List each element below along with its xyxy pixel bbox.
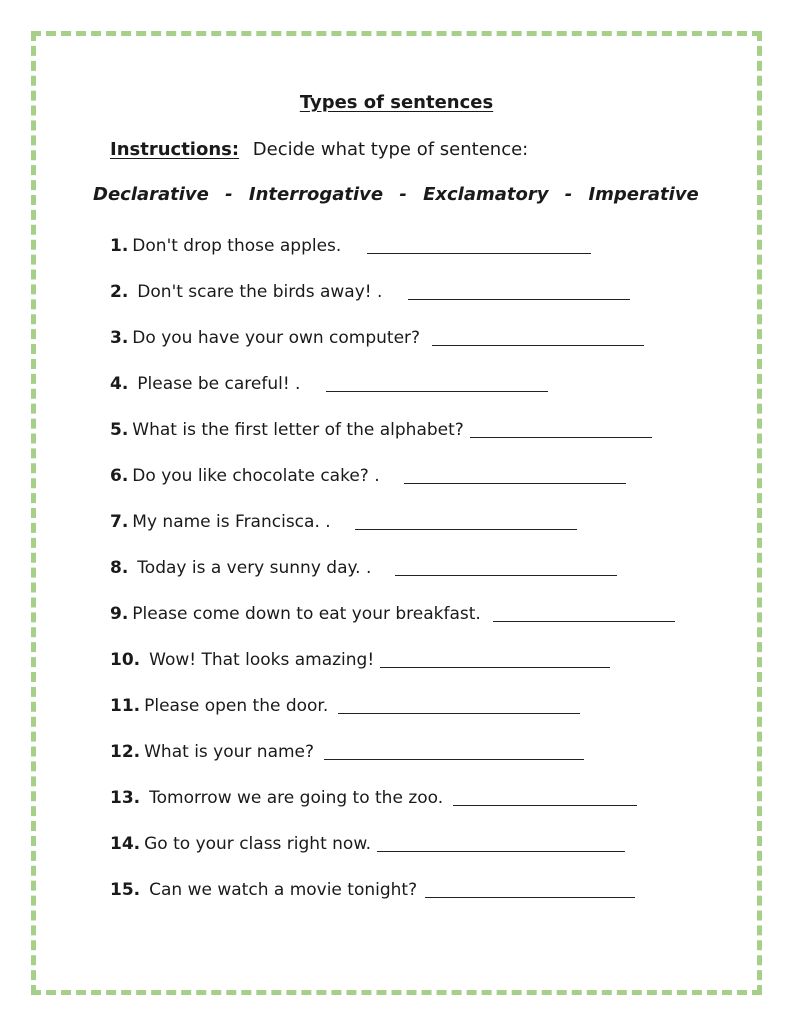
instructions-text: Decide what type of sentence:	[252, 139, 529, 160]
question-3	[110, 322, 644, 348]
question-2	[110, 276, 630, 302]
question-number: 15.	[110, 880, 141, 900]
question-number: 7.	[110, 512, 129, 532]
instructions	[110, 139, 528, 160]
question-5	[110, 414, 652, 440]
question-number: 9.	[110, 604, 129, 624]
question-text: Tomorrow we are going to the zoo.	[149, 788, 444, 808]
answer-blank[interactable]	[380, 649, 610, 668]
type-interrogative: Interrogative	[248, 184, 384, 205]
answer-blank[interactable]	[425, 879, 635, 898]
question-text: Can we watch a movie tonight?	[149, 880, 418, 900]
answer-blank[interactable]	[470, 419, 652, 438]
question-text: Please open the door.	[144, 696, 329, 716]
question-number: 13.	[110, 788, 141, 808]
question-text: What is your name?	[144, 742, 315, 762]
question-text: Do you have your own computer?	[132, 328, 421, 348]
question-10	[110, 644, 610, 670]
question-number: 10.	[110, 650, 141, 670]
question-6	[110, 460, 626, 486]
question-7	[110, 506, 577, 532]
answer-blank[interactable]	[408, 281, 630, 300]
question-11	[110, 690, 580, 716]
type-imperative: Imperative	[588, 184, 699, 205]
question-text: My name is Francisca. .	[132, 512, 331, 532]
answer-blank[interactable]	[432, 327, 644, 346]
question-number: 4.	[110, 374, 129, 394]
question-13	[110, 782, 637, 808]
question-text: Wow! That looks amazing!	[149, 650, 375, 670]
type-exclamatory: Exclamatory	[423, 184, 549, 205]
question-number: 8.	[110, 558, 129, 578]
question-text: Go to your class right now.	[144, 834, 372, 854]
answer-blank[interactable]	[338, 695, 580, 714]
instructions-label: Instructions:	[110, 139, 240, 160]
answer-blank[interactable]	[326, 373, 548, 392]
question-number: 6.	[110, 466, 129, 486]
answer-blank[interactable]	[324, 741, 584, 760]
question-number: 1.	[110, 236, 129, 256]
type-separator: -	[399, 184, 407, 205]
answer-blank[interactable]	[404, 465, 626, 484]
sentence-types	[93, 184, 699, 205]
answer-blank[interactable]	[453, 787, 637, 806]
answer-blank[interactable]	[355, 511, 577, 530]
type-separator: -	[564, 184, 573, 205]
question-12	[110, 736, 584, 762]
question-15	[110, 874, 635, 900]
type-declarative: Declarative	[93, 184, 209, 205]
answer-blank[interactable]	[367, 235, 591, 254]
question-number: 12.	[110, 742, 141, 762]
question-text: Please be careful! .	[137, 374, 301, 394]
type-separator: -	[225, 184, 233, 205]
question-9	[110, 598, 675, 624]
question-number: 5.	[110, 420, 129, 440]
question-text: What is the first letter of the alphabet?	[132, 420, 464, 440]
question-text: Don't scare the birds away! .	[137, 282, 383, 302]
question-text: Don't drop those apples.	[132, 236, 342, 256]
question-8	[110, 552, 617, 578]
question-text: Do you like chocolate cake? .	[132, 466, 380, 486]
answer-blank[interactable]	[377, 833, 625, 852]
question-text: Please come down to eat your breakfast.	[132, 604, 481, 624]
question-number: 11.	[110, 696, 141, 716]
question-1	[110, 230, 591, 256]
question-4	[110, 368, 548, 394]
answer-blank[interactable]	[395, 557, 617, 576]
page-title: Types of sentences	[299, 92, 494, 113]
answer-blank[interactable]	[493, 603, 675, 622]
question-14	[110, 828, 625, 854]
question-text: Today is a very sunny day. .	[137, 558, 372, 578]
question-number: 3.	[110, 328, 129, 348]
question-number: 14.	[110, 834, 141, 854]
question-number: 2.	[110, 282, 129, 302]
